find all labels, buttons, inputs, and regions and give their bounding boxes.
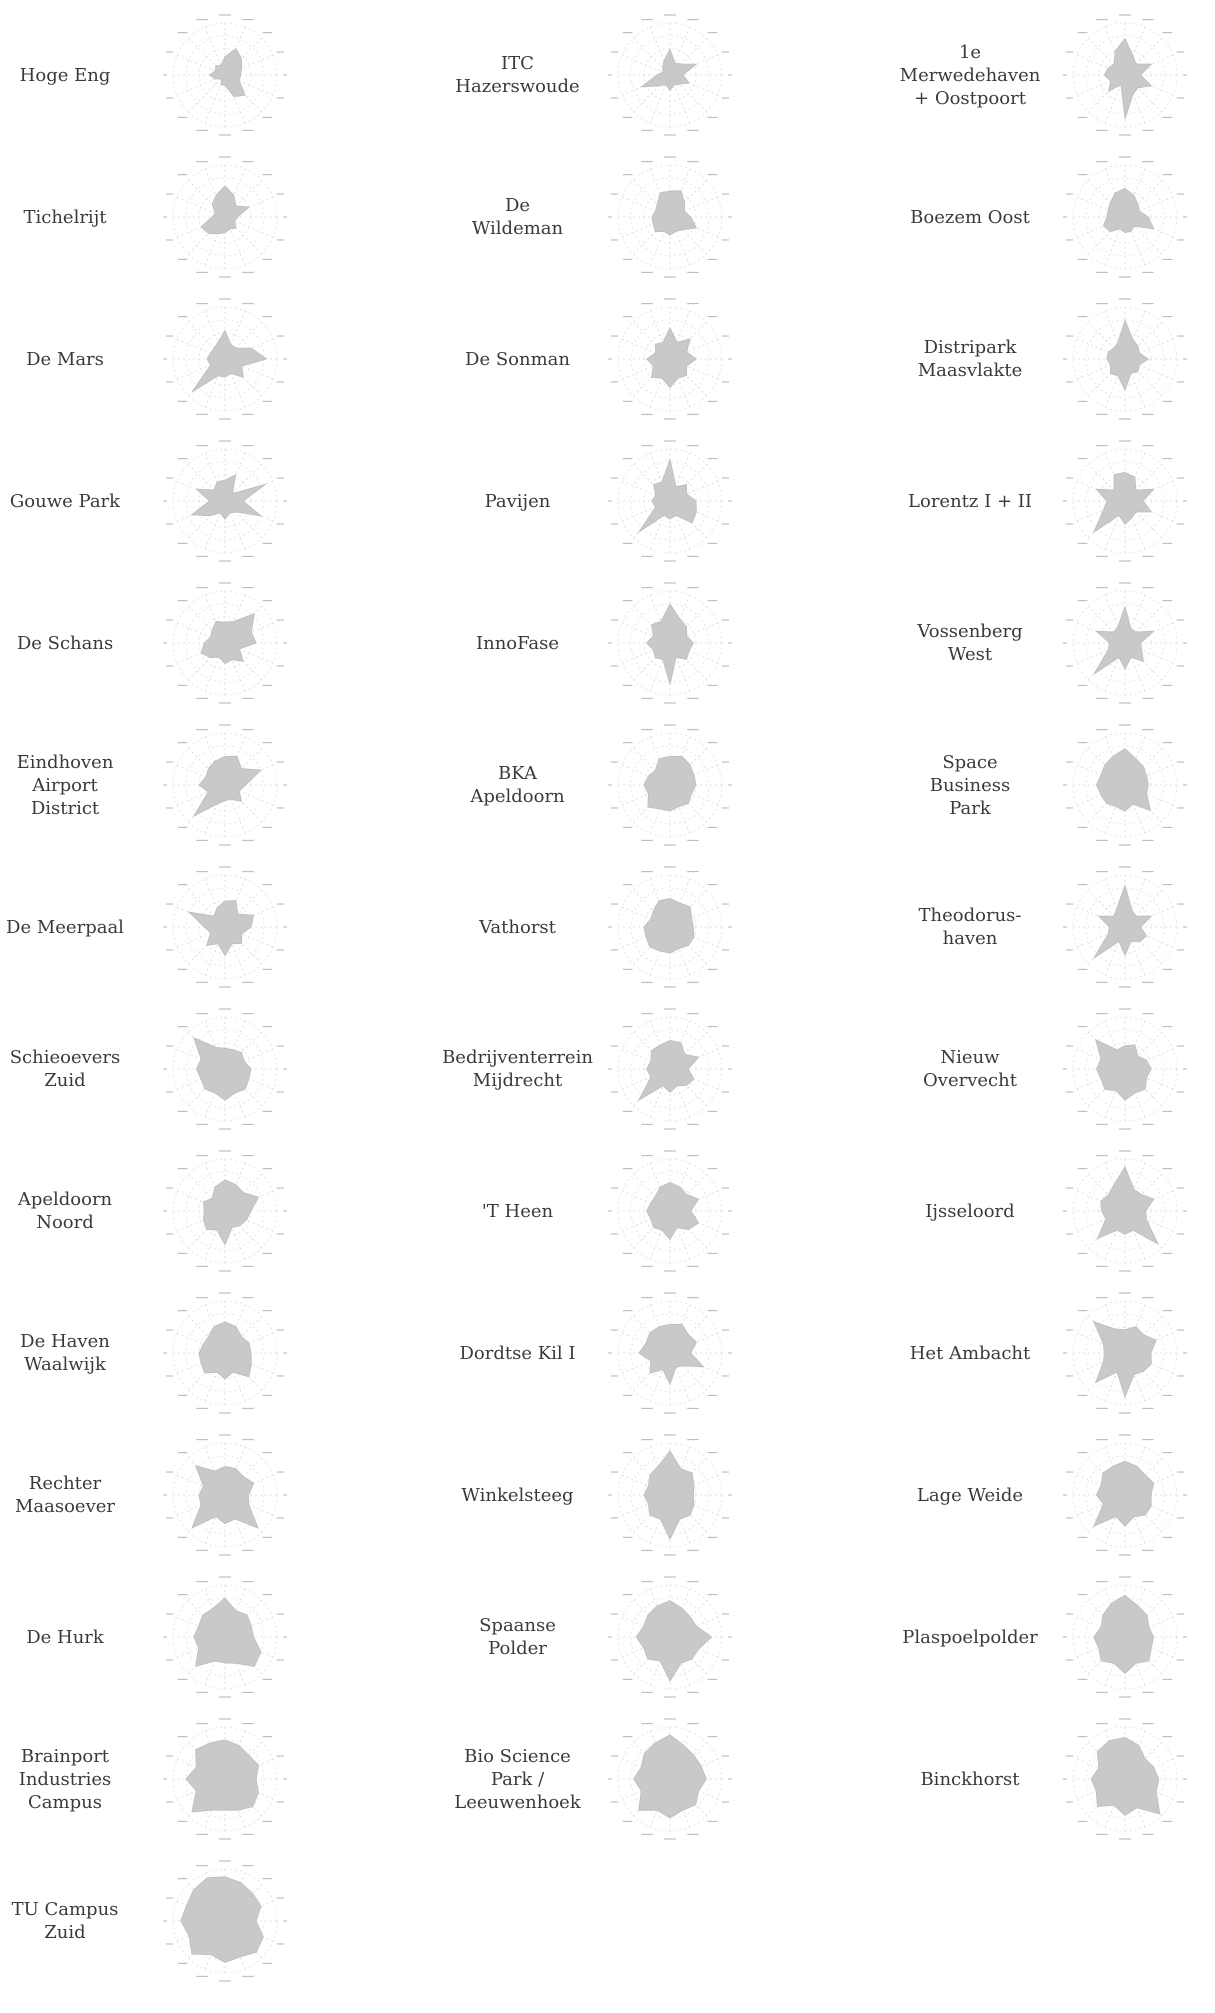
- radar-chart: [1059, 1713, 1191, 1845]
- chart-label: BKA Apeldoorn: [470, 763, 565, 807]
- chart-label: Ijsseloord: [925, 1200, 1015, 1222]
- radar-chart: [1059, 1003, 1191, 1135]
- radar-chart: [604, 1287, 736, 1419]
- chart-label: Plaspoelpolder: [902, 1626, 1038, 1648]
- chart-label: De Haven Waalwijk: [20, 1331, 110, 1375]
- radar-shape: [644, 756, 696, 811]
- radar-chart: [604, 1571, 736, 1703]
- radar-shape: [201, 186, 249, 234]
- chart-label: Tichelrijt: [23, 206, 107, 228]
- chart-label: Het Ambacht: [909, 1342, 1031, 1364]
- radar-chart: [604, 151, 736, 283]
- radar-chart: [159, 861, 291, 993]
- radar-shape: [194, 1038, 251, 1101]
- chart-label: Winkelsteeg: [461, 1484, 574, 1506]
- radar-chart: [1059, 1145, 1191, 1277]
- chart-label: Lorentz I + II: [908, 490, 1032, 512]
- chart-label: 1e Merwedehaven + Oostpoort: [899, 41, 1041, 109]
- radar-chart: [159, 1855, 291, 1987]
- chart-label: Apeldoorn Noord: [17, 1189, 113, 1233]
- chart-label: Eindhoven Airport District: [16, 751, 114, 819]
- radar-chart: [159, 151, 291, 283]
- chart-label: Nieuw Overvecht: [923, 1047, 1017, 1091]
- radar-shape: [1094, 885, 1152, 958]
- radar-shape: [181, 1877, 264, 1963]
- chart-label: Hoge Eng: [19, 64, 111, 86]
- radar-shape: [186, 1740, 259, 1812]
- chart-label: Binckhorst: [920, 1768, 1020, 1790]
- radar-chart: [159, 1713, 291, 1845]
- chart-label: Schieoevers Zuid: [9, 1047, 121, 1091]
- radar-chart: [1059, 1571, 1191, 1703]
- radar-chart: [1059, 719, 1191, 851]
- radar-shape: [644, 898, 694, 953]
- chart-label: 'T Heen: [481, 1200, 554, 1222]
- radar-shape: [203, 1180, 258, 1245]
- chart-label: De Wildeman: [471, 195, 564, 239]
- chart-label: De Schans: [16, 632, 114, 654]
- radar-chart: [604, 1003, 736, 1135]
- radar-shape: [639, 1324, 704, 1384]
- radar-shape: [1094, 607, 1154, 675]
- radar-shape: [199, 1322, 251, 1379]
- radar-chart: [604, 861, 736, 993]
- radar-shape: [647, 604, 694, 685]
- radar-chart: [159, 719, 291, 851]
- radar-chart: [1059, 577, 1191, 709]
- radar-chart: [159, 1145, 291, 1277]
- radar-chart: [159, 1571, 291, 1703]
- radar-shape: [1094, 1461, 1154, 1526]
- chart-label: Vossenberg West: [917, 621, 1023, 665]
- radar-chart: [159, 293, 291, 425]
- radar-shape: [652, 191, 697, 236]
- radar-shape: [636, 1601, 711, 1682]
- chart-label: Gouwe Park: [9, 490, 121, 512]
- radar-chart: [604, 1713, 736, 1845]
- chart-label: Bedrijventerrein Mijdrecht: [442, 1047, 593, 1091]
- radar-chart: [604, 9, 736, 141]
- chart-label: Boezem Oost: [910, 206, 1030, 228]
- radar-shape: [191, 475, 265, 520]
- chart-label: Theodorus- haven: [918, 905, 1022, 949]
- radar-chart: [1059, 9, 1191, 141]
- chart-label: De Mars: [26, 348, 104, 370]
- radar-shape: [194, 1598, 261, 1666]
- radar-shape: [1097, 1167, 1158, 1244]
- radar-chart: [604, 719, 736, 851]
- radar-chart: [159, 435, 291, 567]
- chart-label: Lage Weide: [916, 1484, 1024, 1506]
- radar-shape: [644, 1451, 694, 1539]
- chart-label: InnoFase: [475, 632, 560, 654]
- radar-shape: [1094, 1595, 1154, 1673]
- radar-shape: [639, 459, 697, 532]
- radar-shape: [639, 1040, 699, 1100]
- radar-chart: [1059, 1429, 1191, 1561]
- radar-chart: [1059, 861, 1191, 993]
- radar-shape: [201, 614, 256, 664]
- radar-shape: [192, 1466, 258, 1529]
- radar-shape: [209, 49, 245, 97]
- chart-label: Spaanse Polder: [479, 1615, 556, 1659]
- radar-chart: [604, 1145, 736, 1277]
- radar-axis: [188, 75, 225, 112]
- chart-label: Pavijen: [484, 490, 551, 512]
- radar-shape: [1104, 39, 1151, 120]
- radar-chart: [604, 293, 736, 425]
- radar-chart: [604, 1429, 736, 1561]
- chart-label: Bio Science Park / Leeuwenhoek: [454, 1745, 581, 1813]
- radar-chart: [1059, 293, 1191, 425]
- radar-chart: [1059, 151, 1191, 283]
- chart-label: Space Business Park: [929, 751, 1011, 819]
- chart-label: De Sonman: [465, 348, 570, 370]
- radar-chart: [159, 1003, 291, 1135]
- radar-chart: [159, 577, 291, 709]
- chart-label: De Hurk: [26, 1626, 104, 1648]
- radar-chart: [604, 577, 736, 709]
- chart-label: TU Campus Zuid: [11, 1899, 119, 1943]
- radar-shape: [641, 49, 696, 91]
- radar-chart: [604, 435, 736, 567]
- chart-label: Distripark Maasvlakte: [917, 337, 1023, 381]
- radar-chart: [159, 1287, 291, 1419]
- radar-shape: [1096, 749, 1150, 811]
- radar-shape: [634, 1735, 707, 1818]
- radar-chart: [159, 9, 291, 141]
- radar-shape: [1094, 1322, 1157, 1398]
- chart-label: Rechter Maasoever: [14, 1473, 116, 1517]
- radar-shape: [647, 328, 696, 388]
- chart-label: De Meerpaal: [6, 916, 124, 938]
- chart-label: Vathorst: [479, 916, 556, 938]
- chart-label: Dordtse Kil I: [459, 1342, 576, 1364]
- radar-shape: [647, 1182, 699, 1239]
- radar-chart: [1059, 1287, 1191, 1419]
- radar-shape: [1094, 472, 1154, 532]
- radar-chart: [159, 1429, 291, 1561]
- radar-chart: [1059, 435, 1191, 567]
- chart-label: ITC Hazerswoude: [455, 53, 580, 97]
- radar-shape: [1096, 1040, 1151, 1101]
- chart-label: Brainport Industries Campus: [18, 1745, 112, 1813]
